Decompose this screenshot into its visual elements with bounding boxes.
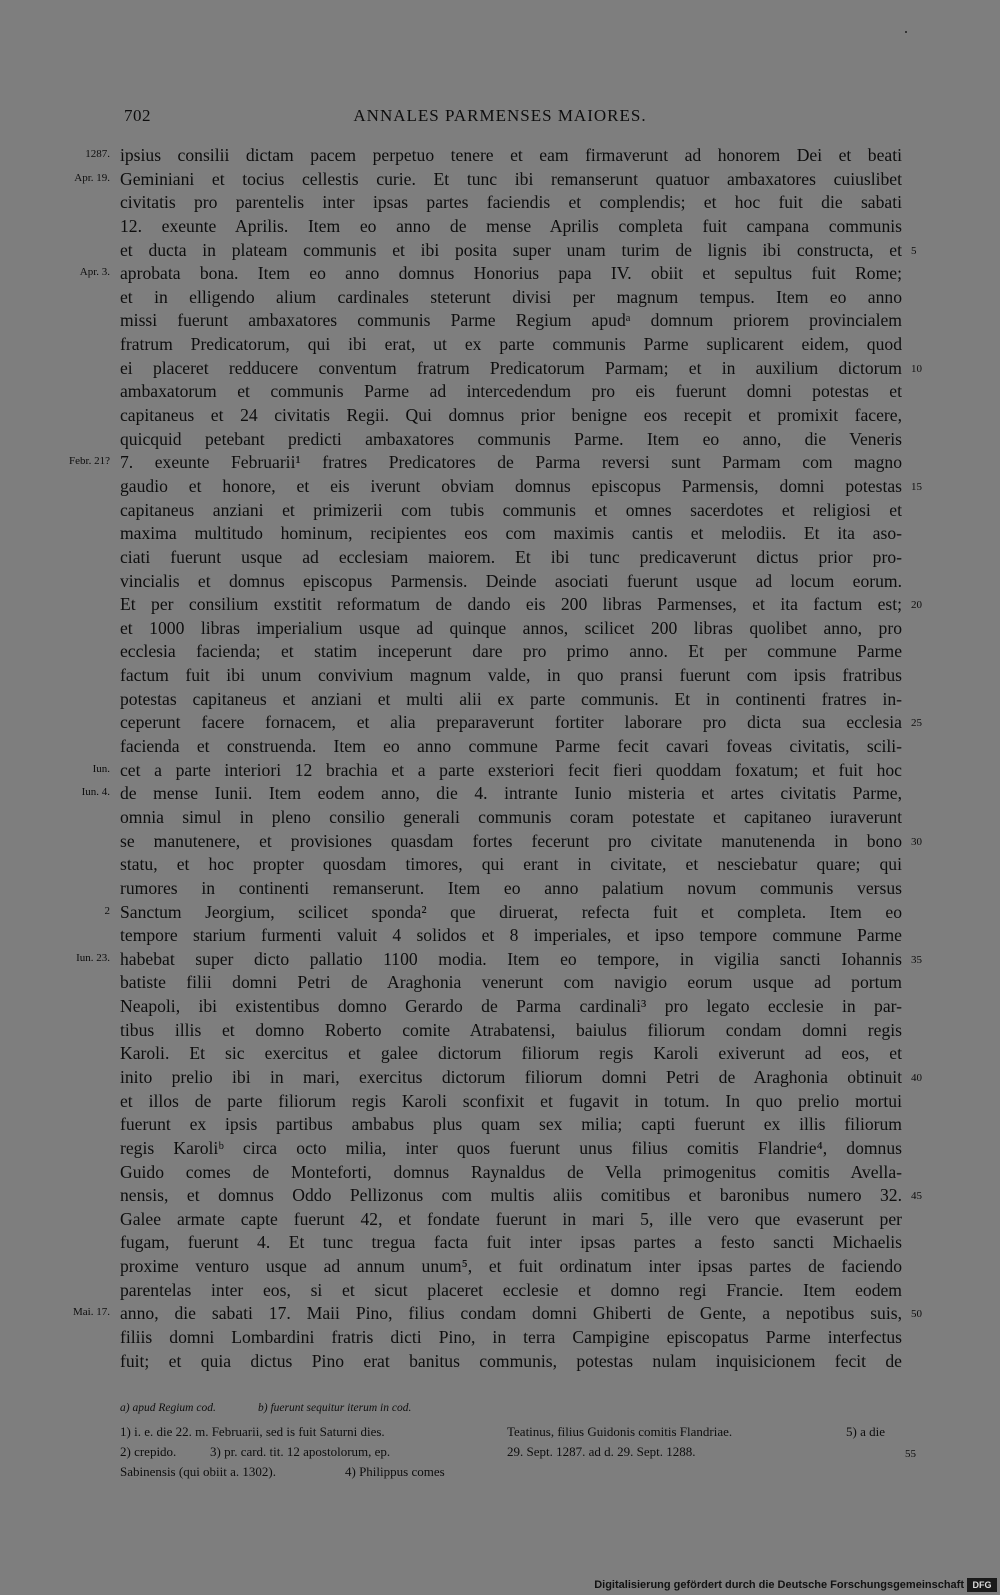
line-text: Neapoli, ibi existentibus domno Gerardo de Parma cardinali³ pro legato ecclesie in par- xyxy=(120,996,902,1017)
line-text: Galee armate capte fuerunt 42, et fondate fuerunt in mari 5, ille vero que evaserunt per xyxy=(120,1208,902,1229)
text-line xyxy=(0,759,1000,783)
line-text: capitaneus et 24 civitatis Regii. Qui domnus prior benigne eos recepit et promixit facere, xyxy=(120,405,902,426)
line-text: 12. exeunte Aprilis. Item eo anno de mense Aprilis completa fuit campana communis xyxy=(120,215,902,236)
line-text: ambaxatorum et communis Parme ad intercedendum pro eis fuerunt domni potestas et xyxy=(120,381,902,402)
line-text: facienda et construenda. Item eo anno commune Parme fecit cavari foveas civitatis, scili- xyxy=(120,736,902,757)
text-line xyxy=(0,215,1000,239)
margin-date: 1287. xyxy=(85,148,110,160)
line-text: vincialis et domnus episcopus Parmensis. Deinde asociati fuerunt usque ad locum eorum. xyxy=(120,570,902,591)
line-number: 45 xyxy=(911,1190,922,1203)
text-line xyxy=(0,239,1000,263)
text-line xyxy=(0,1113,1000,1137)
line-text: anno, die sabati 17. Maii Pino, filius condam domni Ghiberti de Gente, a nepotibus suis, xyxy=(120,1303,902,1324)
margin-date: Iun. 23. xyxy=(76,951,110,964)
margin-date: Mai. 17. xyxy=(73,1306,110,1319)
text-line xyxy=(0,1279,1000,1303)
line-text: et illos de parte filiorum regis Karoli sconfixit et fugavit in totum. In quo prelio mortui xyxy=(120,1090,902,1111)
line-text: Guido comes de Monteforti, domnus Raynaldus de Vella primogenitus comitis Avella- xyxy=(120,1161,902,1182)
text-line xyxy=(0,948,1000,972)
main-text xyxy=(0,144,1000,1373)
line-text: statu, et hoc propter quosdam timores, qui erant in civitate, et nesciebatur quare; qui xyxy=(120,854,902,875)
footnote-3: 3) pr. card. tit. 12 apostolorum, ep. xyxy=(210,1444,391,1459)
text-line xyxy=(0,1255,1000,1279)
footnote-5-cont: 29. Sept. 1287. ad d. 29. Sept. 1288. xyxy=(507,1444,696,1459)
line-text: inito prelio ibi in mari, exercitus dictorum filiorum domni Petri de Araghonia obtinuit xyxy=(120,1066,902,1087)
footnote-4-cont: Teatinus, filius Guidonis comitis Flandriae. xyxy=(507,1424,733,1439)
footnote-5: 5) a die xyxy=(846,1424,885,1439)
line-text: civitatis pro parentelis inter ipsas partes faciendis et complendis; et hoc fuit die sabati xyxy=(120,192,902,213)
footnote-4: 4) Philippus comes xyxy=(345,1464,445,1479)
line-text: fuerunt ex ipsis partibus ambabus plus quam sex milia; capti fuerunt ex illis filiorum xyxy=(120,1114,902,1135)
text-line xyxy=(0,1137,1000,1161)
text-line xyxy=(0,1184,1000,1208)
line-number: 50 xyxy=(911,1308,922,1321)
line-text: ecclesia facienda; et statim inceperunt dare pro primo anno. Et per commune Parme xyxy=(120,641,902,662)
text-line xyxy=(0,357,1000,381)
line-text: missi fuerunt ambaxatores communis Parme Regium apudᵃ domnum priorem provincialem xyxy=(120,310,902,331)
line-text: omnia simul in pleno consilio generali communis coram potestate et capitaneo iuraverunt xyxy=(120,806,902,827)
line-text: fuit; et quia dictus Pino erat banitus communis, potestas nulam inquisicionem fecit de xyxy=(120,1350,902,1371)
line-text: 7. exeunte Februarii¹ fratres Predicatores de Parma reversi sunt Parmam com magno xyxy=(120,452,902,473)
text-line xyxy=(0,522,1000,546)
line-text: ceperunt facere fornacem, et alia preparaverunt fortiter laborare pro dicta sua ecclesia xyxy=(120,712,902,733)
page-number: 702 xyxy=(124,106,151,125)
text-line xyxy=(0,711,1000,735)
text-line xyxy=(0,1042,1000,1066)
text-line xyxy=(0,1208,1000,1232)
text-line xyxy=(0,640,1000,664)
line-number: 40 xyxy=(911,1071,922,1084)
line-text: capitaneus anziani et primizerii com tubis communis et omnes sacerdotes et religiosi et xyxy=(120,499,902,520)
line-number: 35 xyxy=(911,953,922,966)
text-line xyxy=(0,735,1000,759)
line-text: filiis domni Lombardini fratris dicti Pino, in terra Campigine episcopatus Parme interfectus xyxy=(120,1327,902,1348)
line-text: batiste filii domni Petri de Araghonia venerunt com navigio eorum usque ad portum xyxy=(120,972,902,993)
line-number: 20 xyxy=(911,599,922,612)
text-line xyxy=(0,168,1000,192)
scan-speck xyxy=(905,31,907,33)
text-line xyxy=(0,262,1000,286)
funding-credit: Digitalisierung gefördert durch die Deutsche Forschungsgemeinschaft xyxy=(594,1579,964,1591)
line-text: ei placeret redducere conventum fratrum Predicatorum Parmam; et in auxilium dictorum xyxy=(120,357,902,378)
margin-date: Iun. 4. xyxy=(81,786,110,799)
line-text: et in elligendo alium cardinales steterunt divisi per magnum tempus. Item eo anno xyxy=(120,286,902,307)
line-number: 10 xyxy=(911,362,922,375)
line-text: factum fuit ibi unum convivium magnum valde, in quo pransi fuerunt com ipsis fratribus xyxy=(120,665,902,686)
line-text: et 1000 libras imperialium usque ad quinque annos, scilicet 200 libras quolibet anno, pro xyxy=(120,617,902,638)
text-line xyxy=(0,1019,1000,1043)
text-line xyxy=(0,333,1000,357)
line-text: se manutenere, et provisiones quasdam fortes fecerunt pro civitate manutenenda in bono xyxy=(120,830,902,851)
line-text: habebat super dicto pallatio 1100 modia. Item eo tempore, in vigilia sancti Iohannis xyxy=(120,948,902,969)
text-line xyxy=(0,688,1000,712)
footnote-2: 2) crepido. xyxy=(120,1444,177,1459)
line-text: rumores in continenti remanserunt. Item eo anno palatium novum communis versus xyxy=(120,877,902,898)
text-line xyxy=(0,1302,1000,1326)
line-text: Geminiani et tocius cellestis curie. Et tunc ibi remanserunt quatuor ambaxatores cuiuslibet xyxy=(120,168,902,189)
critical-note-a: a) apud Regium cod. xyxy=(120,1402,216,1414)
line-text: ipsius consilii dictam pacem perpetuo tenere et eam firmaverunt ad honorem Dei et beati xyxy=(120,145,902,165)
text-line xyxy=(0,806,1000,830)
text-line xyxy=(0,853,1000,877)
page-header xyxy=(0,106,1000,130)
line-number: 15 xyxy=(911,480,922,493)
line-text: nensis, et domnus Oddo Pellizonus com multis aliis comitibus et baronibus numero 32. xyxy=(120,1185,902,1206)
footnote-line-number: 55 xyxy=(905,1448,916,1460)
line-text: regis Karoliᵇ circa octo milia, inter quos fuerunt unus filius comitis Flandrie⁴, domnus xyxy=(120,1137,902,1158)
text-line xyxy=(0,971,1000,995)
line-text: ciati fuerunt usque ad ecclesiam maiorem. Et ibi tunc predicaverunt dictus prior pro- xyxy=(120,546,902,567)
text-line xyxy=(0,995,1000,1019)
text-line xyxy=(0,191,1000,215)
line-text: Et per consilium exstitit reformatum de dando eis 200 libras Parmenses, et ita factum est; xyxy=(120,594,902,615)
margin-date: Iun. xyxy=(92,762,110,775)
line-text: aprobata bona. Item eo anno domnus Honorius papa IV. obiit et sepultus fuit Rome; xyxy=(120,263,902,284)
line-text: de mense Iunii. Item eodem anno, die 4. intrante Iunio misteria et artes civitatis Parme, xyxy=(120,783,902,804)
text-line xyxy=(0,499,1000,523)
line-number: 25 xyxy=(911,717,922,730)
text-line xyxy=(0,1231,1000,1255)
line-text: potestas capitaneus et anziani et multi alii ex parte communis. Et in continenti fratres in- xyxy=(120,688,902,709)
text-line xyxy=(0,830,1000,854)
line-number: 30 xyxy=(911,835,922,848)
line-text: proxime venturo usque ad annum unum⁵, et fuit ordinatum inter ipsas partes de faciendo xyxy=(120,1256,902,1277)
line-text: maxima multitudo hominum, recipientes eos com maximis cantis et melodiis. Et ita aso- xyxy=(120,523,902,544)
digitization-footer xyxy=(0,1577,1000,1595)
text-line xyxy=(0,380,1000,404)
text-line xyxy=(0,617,1000,641)
margin-date: 2 xyxy=(104,904,110,917)
line-text: cet a parte interiori 12 brachia et a parte exsteriori fecit fieri quoddam foxatum; et fuit hoc xyxy=(120,759,902,780)
text-line xyxy=(0,593,1000,617)
text-line xyxy=(0,546,1000,570)
text-line xyxy=(0,901,1000,925)
text-line xyxy=(0,1326,1000,1350)
dfg-logo: DFG xyxy=(967,1578,997,1592)
text-line xyxy=(0,428,1000,452)
text-line xyxy=(0,451,1000,475)
footnote-1: 1) i. e. die 22. m. Februarii, sed is fuit Saturni dies. xyxy=(120,1424,385,1439)
line-text: tibus illis et domno Roberto comite Atrabatensi, baiulus filiorum condam domni regis xyxy=(120,1019,902,1040)
line-text: fugam, fuerunt 4. Et tunc tregua facta fuit inter ipsas partes a festo sancti Michaelis xyxy=(120,1232,902,1253)
margin-date: Apr. 19. xyxy=(74,171,110,184)
text-line xyxy=(0,1350,1000,1374)
text-line xyxy=(0,782,1000,806)
text-line xyxy=(0,570,1000,594)
text-line xyxy=(0,309,1000,333)
text-line xyxy=(0,877,1000,901)
footnote-3-cont: Sabinensis (qui obiit a. 1302). xyxy=(120,1464,276,1479)
text-line xyxy=(0,1066,1000,1090)
line-text: tempore starium furmenti valuit 4 solidos et 8 imperiales, et ipso tempore commune Parme xyxy=(120,925,902,946)
text-line xyxy=(0,1090,1000,1114)
text-line xyxy=(0,1161,1000,1185)
text-line xyxy=(0,664,1000,688)
line-text: quicquid petebant predicti ambaxatores communis Parme. Item eo anno, die Veneris xyxy=(120,428,902,449)
text-line xyxy=(0,924,1000,948)
line-text: et ducta in plateam communis et ibi posita super unam turim de lignis ibi constructa, et xyxy=(120,239,902,260)
line-number: 5 xyxy=(911,244,917,257)
running-title: ANNALES PARMENSES MAIORES. xyxy=(353,106,647,125)
line-text: Sanctum Jeorgium, scilicet sponda² que diruerat, refecta fuit et completa. Item eo xyxy=(120,901,902,922)
text-line xyxy=(0,144,1000,168)
line-text: parentelas inter eos, si et sicut placeret ecclesie et domno regi Francie. Item eodem xyxy=(120,1279,902,1300)
margin-date: Apr. 3. xyxy=(79,266,110,279)
critical-note-b: b) fuerunt sequitur iterum in cod. xyxy=(258,1402,412,1414)
text-line xyxy=(0,404,1000,428)
line-text: gaudio et honore, et eis iverunt obviam domnus episcopus Parmensis, domni potestas xyxy=(120,475,902,496)
text-line xyxy=(0,475,1000,499)
line-text: fratrum Predicatorum, qui ibi erat, ut ex parte communis Parme suplicarent eidem, quod xyxy=(120,334,902,355)
line-text: Karoli. Et sic exercitus et galee dictorum filiorum regis Karoli exiverunt ad eos, et xyxy=(120,1043,902,1064)
margin-date: Febr. 21? xyxy=(69,455,110,468)
text-line xyxy=(0,286,1000,310)
